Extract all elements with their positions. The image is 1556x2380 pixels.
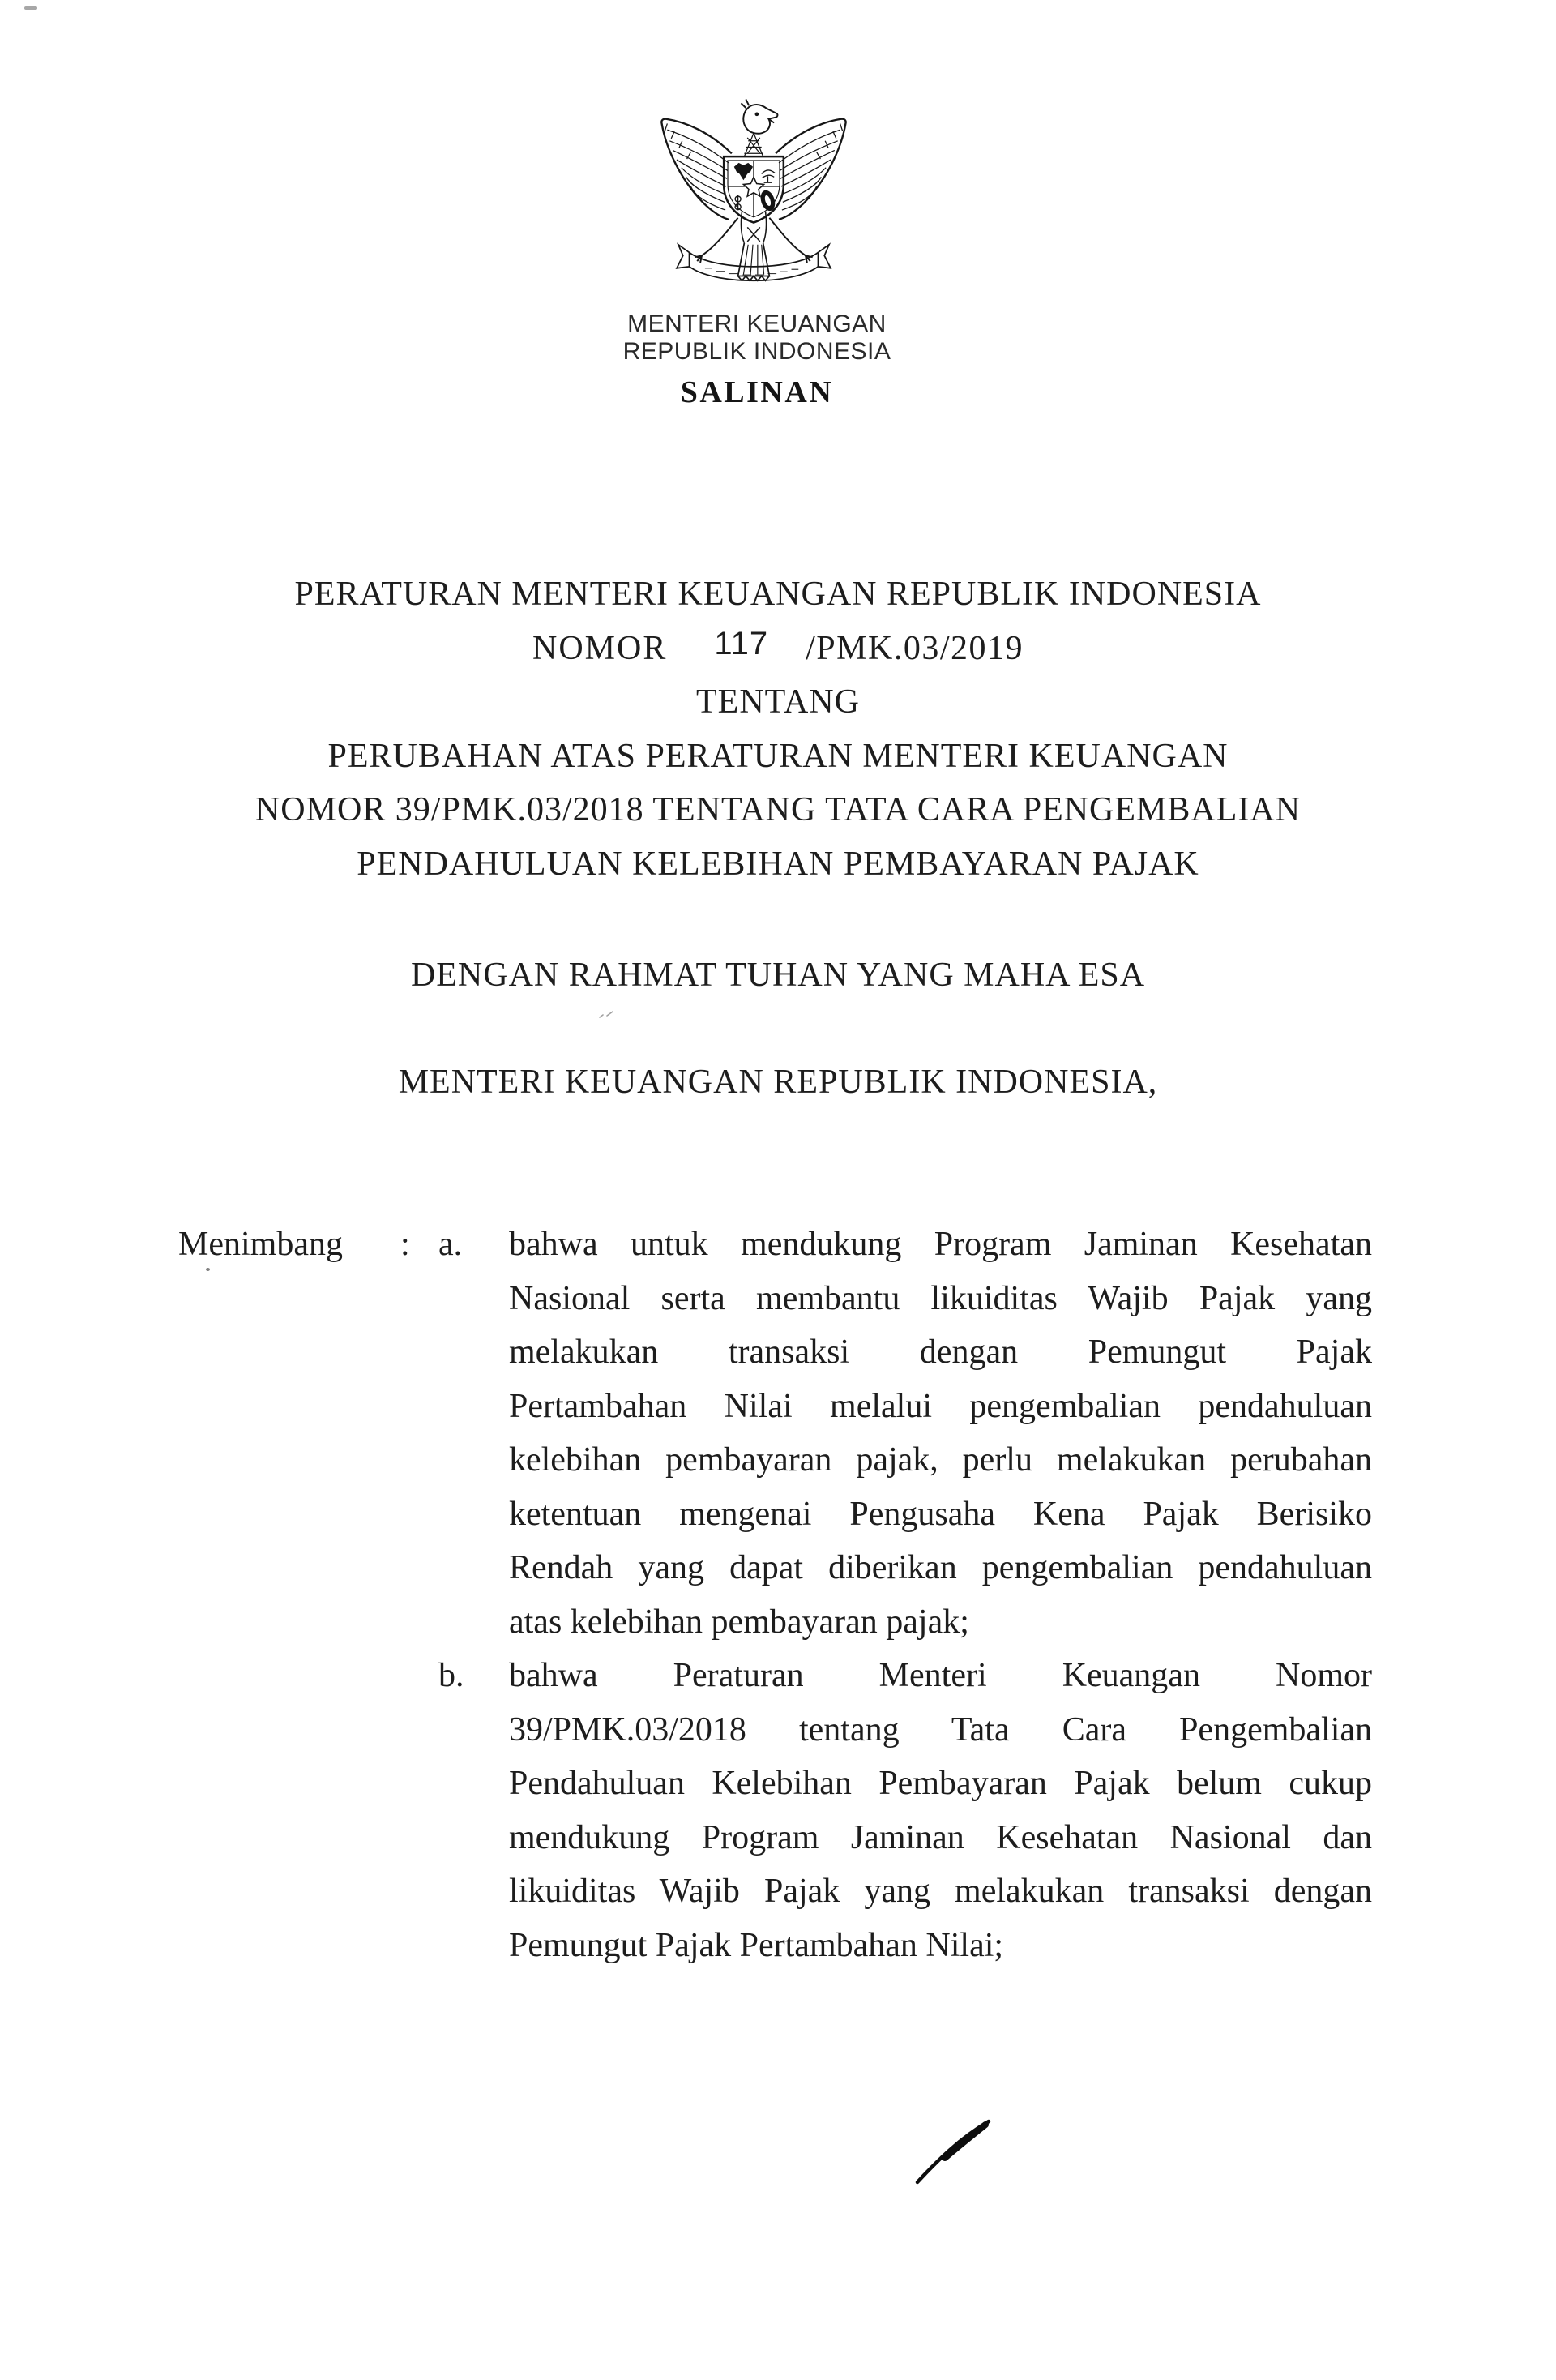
- subject-line-1: PERUBAHAN ATAS PERATURAN MENTERI KEUANGAN: [327, 737, 1229, 775]
- ministry-name-line1: MENTERI KEUANGAN: [627, 310, 887, 337]
- text-line: bahwa untuk mendukung Program Jaminan Kesehatan: [509, 1226, 1372, 1263]
- nomor-typed-number: 117: [714, 625, 769, 661]
- considering-colon: :: [400, 1226, 410, 1263]
- item-text: [509, 1218, 1372, 1649]
- text-line: ketentuan mengenai Pengusaha Kena Pajak Berisiko: [509, 1495, 1372, 1533]
- considering-label: Menimbang: [178, 1226, 343, 1263]
- text-line: Pertambahan Nilai melalui pengembalian pendahuluan: [509, 1387, 1372, 1425]
- copy-label-salinan: SALINAN: [680, 375, 834, 409]
- item-letter: a.: [438, 1226, 463, 1263]
- garuda-pancasila-emblem: [658, 84, 849, 289]
- scan-smudge: [598, 1008, 616, 1024]
- scan-speck: [24, 6, 37, 10]
- text-line: Rendah yang dapat diberikan pengembalian pendahuluan: [509, 1549, 1372, 1586]
- text-line: kelebihan pembayaran pajak, perlu melakukan perubahan: [509, 1441, 1372, 1479]
- scan-dot: [206, 1268, 210, 1271]
- item-letter: b.: [438, 1657, 464, 1694]
- text-line: bahwa Peraturan Menteri Keuangan Nomor: [509, 1657, 1372, 1694]
- considering-items: [438, 1218, 1372, 1972]
- paraf-initial-mark: [913, 2114, 997, 2193]
- garuda-emblem-drawing: [658, 84, 849, 289]
- considering-item-a: [438, 1218, 1372, 1649]
- text-line: atas kelebihan pembayaran pajak;: [509, 1603, 969, 1641]
- item-text: [509, 1649, 1372, 1972]
- text-line: 39/PMK.03/2018 tentang Tata Cara Pengembalian: [509, 1710, 1372, 1749]
- text-line: melakukan transaksi dengan Pemungut Pajak: [509, 1333, 1372, 1371]
- authority-line: MENTERI KEUANGAN REPUBLIK INDONESIA,: [398, 1064, 1158, 1101]
- considering-item-b: [438, 1649, 1372, 1972]
- regulation-number-line: [0, 622, 1556, 676]
- text-line: Pendahuluan Kelebihan Pembayaran Pajak belum cukup: [509, 1765, 1372, 1802]
- subject-line-3: PENDAHULUAN KELEBIHAN PEMBAYARAN PAJAK: [357, 845, 1199, 883]
- text-line: mendukung Program Jaminan Kesehatan Nasional dan: [509, 1818, 1372, 1856]
- nomor-label: NOMOR: [532, 629, 668, 667]
- text-line: Pemungut Pajak Pertambahan Nilai;: [509, 1926, 1004, 1964]
- nomor-suffix: /PMK.03/2019: [806, 629, 1024, 667]
- tentang-label: TENTANG: [696, 683, 860, 721]
- text-line: Nasional serta membantu likuiditas Wajib Pajak yang: [509, 1279, 1372, 1317]
- subject-line-2: NOMOR 39/PMK.03/2018 TENTANG TATA CARA PENGEMBALIAN: [254, 791, 1302, 828]
- ministry-name-line2: REPUBLIK INDONESIA: [622, 338, 891, 365]
- text-line: likuiditas Wajib Pajak yang melakukan transaksi dengan: [509, 1873, 1372, 1910]
- regulation-title-line: PERATURAN MENTERI KEUANGAN REPUBLIK INDONESIA: [294, 576, 1262, 613]
- regulation-title-block: [0, 567, 1556, 891]
- considering-section: [178, 1218, 1372, 1972]
- grace-line: DENGAN RAHMAT TUHAN YANG MAHA ESA: [410, 957, 1146, 994]
